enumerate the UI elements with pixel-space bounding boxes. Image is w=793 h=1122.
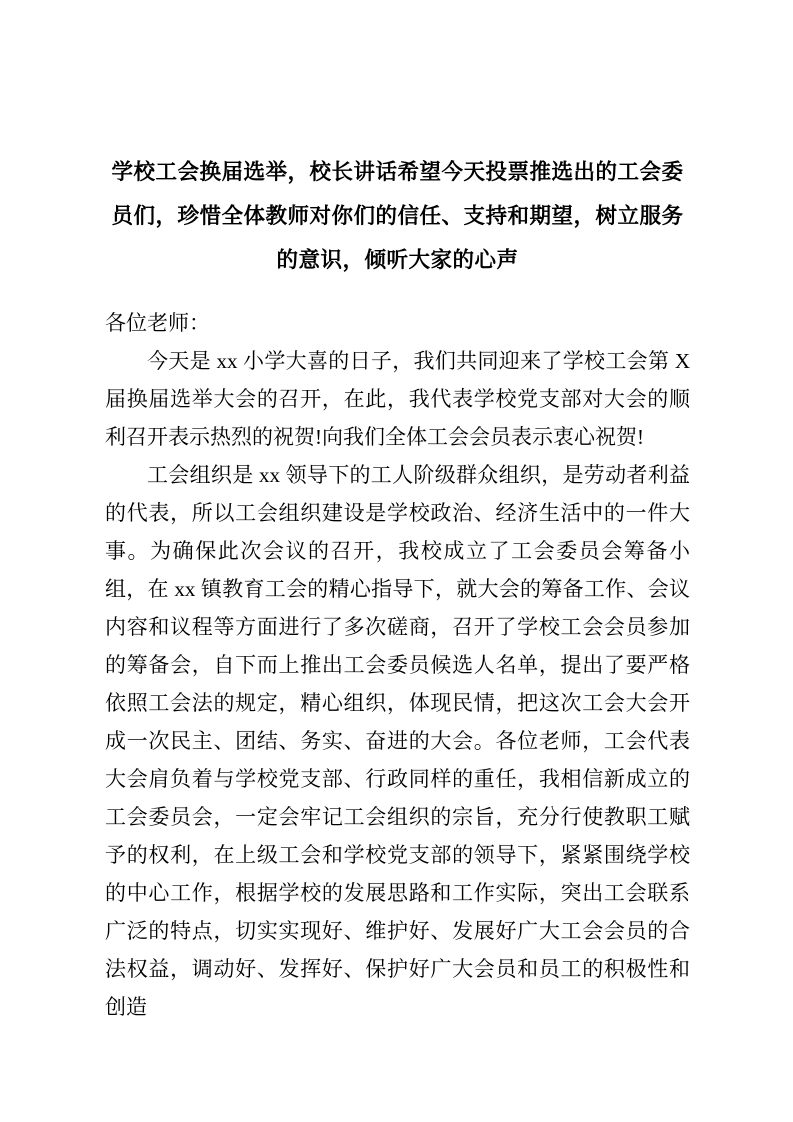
document-title: 学校工会换届选举，校长讲话希望今天投票推选出的工会委员们，珍惜全体教师对你们的信任、支持和期望，树立服务的意识，倾听大家的心声 bbox=[111, 160, 684, 272]
paragraph-salutation: 各位老师： bbox=[105, 311, 210, 335]
paragraph-main: 工会组织是 xx 领导下的工人阶级群众组织，是劳动者利益的代表，所以工会组织建设是学校政治、经济生活中的一件大事。为确保此次会议的召开，我校成立了工会委员会筹备小组，在 xx 镇教育工会的精心指导下，就大会的筹备工作、会议内容和议程等方面进行了多次磋商，召开了学校工会会员参加的筹备会，自下而上推出工会委员候选人名单，提出了要严格依照工会法的规定，精心组织，体现民情，把这次工会大会开成一次民主、团结、务实、奋进的大会。各位老师，工会代表大会肩负着与学校党支部、行政同样的重任，我相信新成立的工会委员会，一定会牢记工会组织的宗旨，充分行使教职工赋予的权利，在上级工会和学校党支部的领导下，紧紧围绕学校的中心工作，根据学校的发展思路和工作实际，突出工会联系广泛的特点，切实实现好、维护好、发展好广大工会会员的合法权益，调动好、发挥好、保护好广大会员和员工的积极性和创造 bbox=[105, 463, 690, 1019]
document-body bbox=[105, 304, 690, 1026]
paragraph-opening: 今天是 xx 小学大喜的日子，我们共同迎来了学校工会第 X 届换届选举大会的召开，在此，我代表学校党支部对大会的顺利召开表示热烈的祝贺!向我们全体工会会员表示衷心祝贺! bbox=[105, 349, 690, 449]
